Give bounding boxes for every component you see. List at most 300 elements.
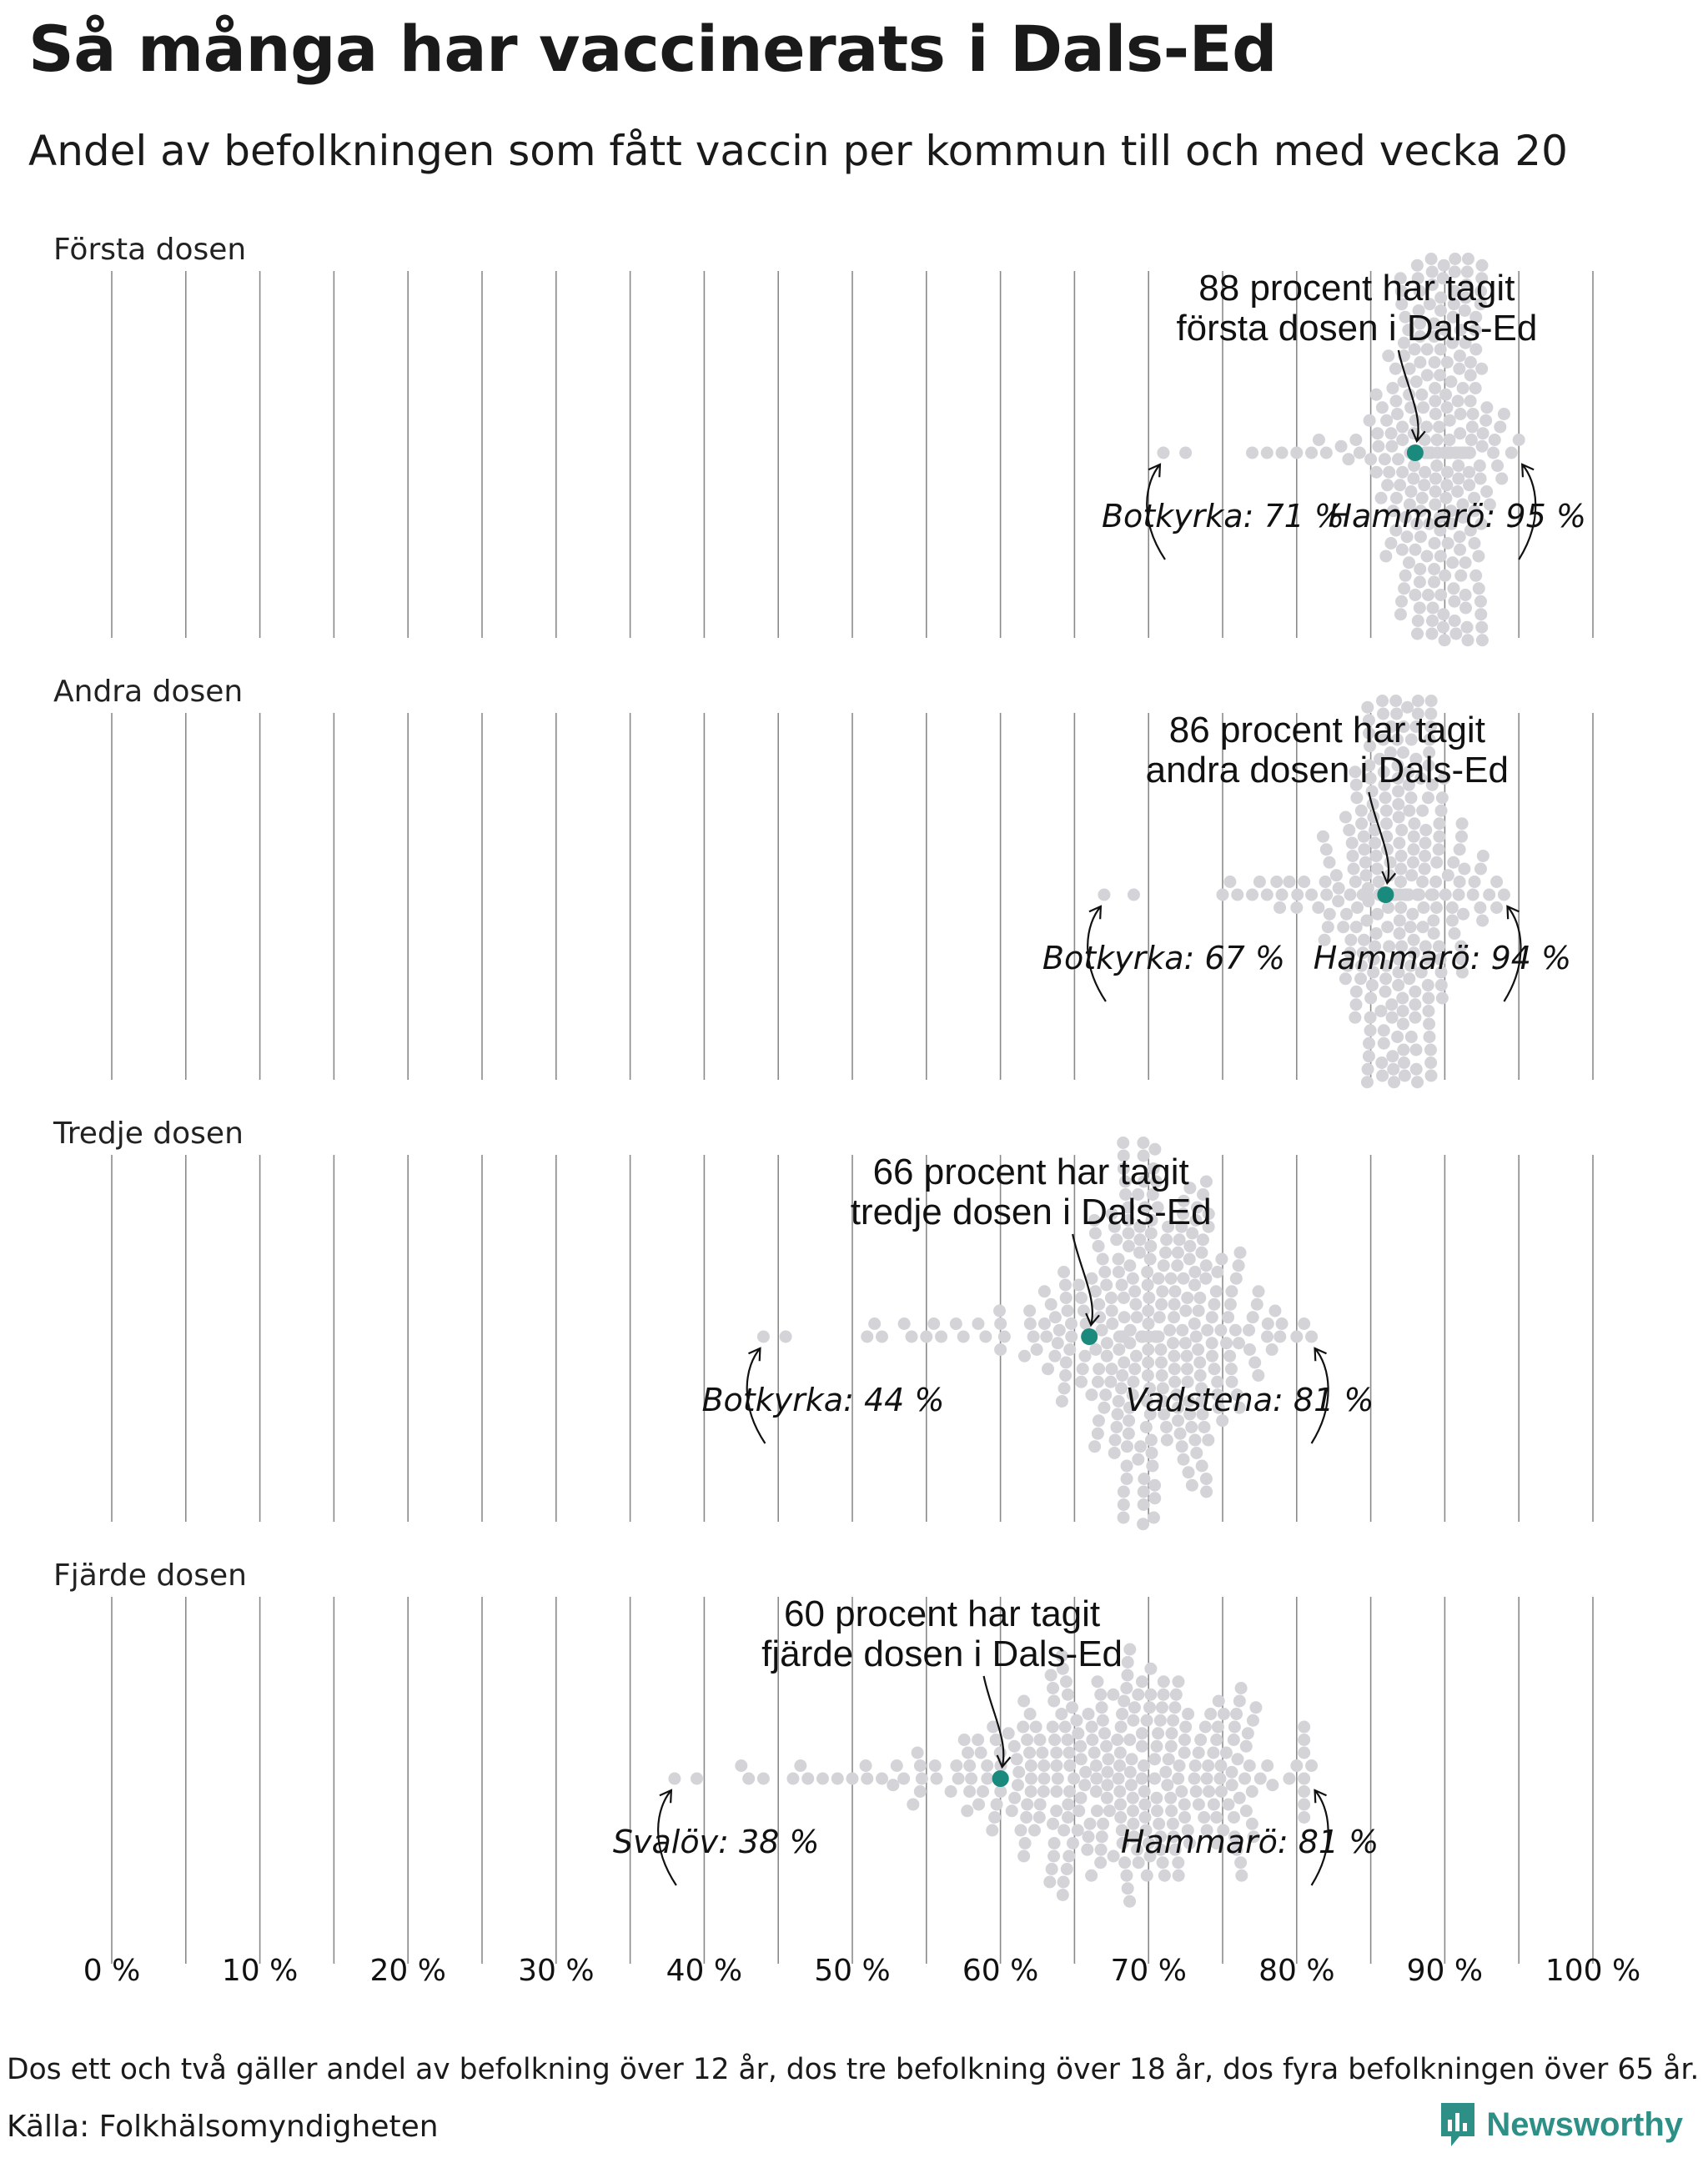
municipality-dot [1189, 1759, 1202, 1772]
municipality-dot [1049, 1311, 1062, 1323]
municipality-dot [1127, 1272, 1139, 1285]
municipality-dot [1498, 889, 1510, 901]
municipality-dot [1404, 485, 1417, 498]
municipality-dot [1379, 791, 1392, 804]
municipality-dot [1447, 856, 1459, 869]
municipality-dot [1094, 1856, 1107, 1869]
municipality-dot [963, 1759, 976, 1772]
municipality-dot [1201, 1773, 1213, 1785]
municipality-dot [1465, 434, 1478, 446]
highlight-dot-dals-ed[interactable] [1081, 1328, 1098, 1345]
municipality-dot [1435, 979, 1448, 991]
municipality-dot [1142, 1279, 1154, 1292]
municipality-dot [1437, 608, 1449, 620]
municipality-dot [912, 1747, 924, 1759]
municipality-dot [1100, 1740, 1113, 1753]
municipality-dot [1097, 1253, 1109, 1266]
municipality-dot [1298, 1317, 1310, 1330]
municipality-dot [1270, 876, 1283, 888]
municipality-dot [1116, 1279, 1128, 1292]
municipality-dot [1434, 369, 1446, 382]
municipality-dot [1037, 1785, 1050, 1798]
municipality-dot [1348, 863, 1360, 876]
municipality-dot [1313, 434, 1325, 446]
municipality-dot [1172, 1773, 1184, 1785]
municipality-dot [1435, 805, 1448, 817]
municipality-dot [1389, 395, 1402, 408]
municipality-dot [1410, 375, 1423, 388]
municipality-dot [1458, 863, 1470, 876]
municipality-dot [876, 1773, 888, 1785]
municipality-dot [1429, 537, 1441, 550]
municipality-dot [1469, 570, 1482, 582]
municipality-dot [958, 1734, 971, 1746]
municipality-dot [1167, 1337, 1179, 1349]
municipality-dot [1073, 1804, 1085, 1817]
municipality-dot [986, 1824, 998, 1837]
municipality-dot [994, 1343, 1007, 1356]
municipality-dot [1050, 1747, 1062, 1759]
municipality-dot [1233, 1259, 1245, 1272]
municipality-dot [1194, 1734, 1207, 1746]
municipality-dot [1154, 1714, 1167, 1727]
municipality-dot [1126, 1753, 1138, 1765]
municipality-dot [1198, 1811, 1210, 1824]
municipality-dot [1370, 389, 1383, 401]
municipality-dot [757, 1331, 770, 1343]
municipality-dot [1395, 850, 1408, 862]
municipality-dot [1414, 576, 1426, 589]
municipality-dot [1011, 1753, 1023, 1765]
municipality-dot [1238, 1773, 1251, 1785]
max-label: Vadstena: 81 % [1125, 1382, 1374, 1418]
municipality-dot [1163, 1324, 1176, 1337]
municipality-dot [1096, 1830, 1108, 1843]
municipality-dot [1379, 986, 1392, 998]
municipality-dot [1048, 1837, 1061, 1849]
municipality-dot [1146, 1460, 1158, 1473]
municipality-dot [1433, 843, 1445, 856]
highlight-dot-dals-ed[interactable] [1377, 886, 1394, 903]
municipality-dot [1222, 1799, 1234, 1811]
municipality-dot [1376, 1070, 1389, 1082]
municipality-dot [1231, 889, 1243, 901]
municipality-dot [1414, 356, 1426, 369]
municipality-dot [1065, 1331, 1078, 1343]
municipality-dot [1206, 1337, 1218, 1349]
newsworthy-logo[interactable] [1441, 2103, 1683, 2146]
municipality-dot [1031, 1343, 1043, 1356]
municipality-dot [1409, 998, 1421, 1011]
municipality-dot [1428, 927, 1440, 940]
municipality-dot [1204, 1708, 1217, 1720]
panel-3 [53, 1117, 1593, 1530]
municipality-dot [1399, 570, 1412, 582]
municipality-dot [1092, 1428, 1104, 1440]
municipality-dot [1138, 1785, 1151, 1798]
municipality-dot [1094, 1689, 1107, 1701]
municipality-dot [1405, 1031, 1418, 1043]
municipality-dot [1059, 1279, 1072, 1292]
municipality-dot [1414, 602, 1426, 615]
municipality-dot [979, 1331, 992, 1343]
municipality-dot [1208, 1363, 1221, 1375]
municipality-dot [1415, 389, 1428, 401]
municipality-dot [1386, 1011, 1399, 1024]
municipality-dot [1422, 1005, 1434, 1017]
municipality-dot [1305, 889, 1318, 901]
municipality-dot [1210, 1285, 1223, 1297]
municipality-dot [1290, 1331, 1303, 1343]
municipality-dot [1023, 1747, 1036, 1759]
municipality-dot [1131, 1311, 1143, 1323]
municipality-dot [1273, 1331, 1286, 1343]
municipality-dot [1324, 856, 1336, 869]
municipality-dot [1474, 459, 1486, 472]
municipality-dot [1145, 1434, 1158, 1447]
municipality-dot [1132, 1689, 1144, 1701]
municipality-dot [1095, 1844, 1108, 1856]
municipality-dot [1397, 1005, 1409, 1017]
municipality-dot [1411, 1076, 1424, 1088]
municipality-dot [1165, 1727, 1178, 1739]
municipality-dot [1086, 1734, 1098, 1746]
municipality-dot [972, 1317, 984, 1330]
municipality-dot [1464, 369, 1477, 382]
municipality-dot [1155, 1298, 1168, 1311]
municipality-dot [1161, 1434, 1173, 1447]
municipality-dot [1443, 434, 1455, 446]
municipality-dot [1474, 863, 1487, 876]
municipality-dot [1055, 1708, 1068, 1720]
municipality-dot [1261, 889, 1273, 901]
municipality-dot [1212, 1721, 1224, 1734]
municipality-dot [1305, 1759, 1318, 1772]
municipality-dot [1122, 1656, 1134, 1669]
municipality-dot [1048, 1734, 1061, 1746]
municipality-dot [1183, 1240, 1196, 1252]
municipality-dot [1172, 1675, 1184, 1688]
municipality-dot [1385, 998, 1398, 1011]
municipality-dot [1091, 1804, 1103, 1817]
municipality-dot [1186, 1479, 1198, 1492]
municipality-dot [1476, 440, 1489, 453]
municipality-dot [1192, 1343, 1204, 1356]
municipality-dot [1176, 1440, 1188, 1453]
municipality-dot [1424, 1056, 1437, 1069]
municipality-dot [1170, 1689, 1183, 1701]
municipality-dot [1072, 1727, 1084, 1739]
municipality-dot [868, 1317, 881, 1330]
municipality-dot [1200, 1486, 1213, 1498]
municipality-dot [1249, 1701, 1262, 1714]
municipality-dot [1128, 1701, 1141, 1714]
municipality-dot [1206, 1350, 1218, 1363]
municipality-dot [1261, 447, 1273, 459]
municipality-dot [801, 1773, 814, 1785]
municipality-dot [1025, 1773, 1037, 1785]
municipality-dot [1008, 1792, 1021, 1804]
x-tick-label: 50 % [814, 1954, 891, 1988]
municipality-dot [1113, 1785, 1126, 1798]
municipality-dot [1420, 421, 1433, 434]
municipality-dot [930, 1773, 942, 1785]
municipality-dot [1408, 831, 1420, 843]
municipality-dot [1396, 421, 1409, 434]
municipality-dot [780, 1331, 792, 1343]
municipality-dot [1063, 1343, 1076, 1356]
municipality-dot [1480, 485, 1493, 498]
municipality-dot [1298, 1811, 1310, 1824]
municipality-dot [1412, 695, 1424, 707]
municipality-dot [1428, 563, 1440, 575]
municipality-dot [1040, 1331, 1052, 1343]
municipality-dot [1143, 1701, 1156, 1714]
municipality-dot [1437, 621, 1449, 634]
municipality-dot [1283, 1773, 1295, 1785]
municipality-dot [1394, 863, 1407, 876]
municipality-dot [1459, 556, 1472, 569]
municipality-dot [1142, 1343, 1154, 1356]
municipality-dot [1247, 1714, 1259, 1727]
municipality-dot [1193, 1747, 1205, 1759]
municipality-dot [1199, 1272, 1212, 1285]
municipality-dot [1200, 1176, 1213, 1188]
municipality-dot [1202, 1759, 1214, 1772]
municipality-dot [1074, 1740, 1087, 1753]
municipality-dot [1138, 1498, 1150, 1511]
municipality-dot [1268, 1305, 1281, 1317]
municipality-dot [1179, 447, 1192, 459]
max-label: Hammarö: 94 % [1313, 940, 1572, 976]
x-tick-label: 80 % [1258, 1954, 1335, 1988]
municipality-dot [1222, 1311, 1234, 1323]
highlight-dot-dals-ed[interactable] [992, 1770, 1009, 1787]
municipality-dot [994, 1747, 1007, 1759]
municipality-dot [1339, 811, 1352, 824]
municipality-dot [1487, 447, 1500, 459]
highlight-dot-dals-ed[interactable] [1407, 444, 1424, 461]
municipality-dot [1106, 1305, 1118, 1317]
municipality-dot [1363, 1037, 1375, 1050]
municipality-dot [668, 1773, 681, 1785]
municipality-dot [1113, 1395, 1125, 1408]
municipality-dot [1113, 1343, 1125, 1356]
municipality-dot [1429, 395, 1441, 408]
municipality-dot [1063, 1759, 1076, 1772]
municipality-dot [1198, 1421, 1210, 1433]
source-note: Källa: Folkhälsomyndigheten [7, 2110, 439, 2144]
municipality-dot [1410, 1044, 1423, 1056]
municipality-dot [1298, 1799, 1310, 1811]
municipality-dot [1254, 1773, 1267, 1785]
municipality-dot [1396, 466, 1409, 479]
municipality-dot [1409, 589, 1421, 601]
municipality-dot [1397, 1044, 1409, 1056]
municipality-dot [1469, 876, 1481, 888]
municipality-dot [1419, 434, 1431, 446]
municipality-dot [1086, 1721, 1098, 1734]
municipality-dot [1456, 817, 1469, 830]
municipality-dot [1194, 1369, 1207, 1382]
municipality-dot [1210, 1734, 1223, 1746]
panel-title: Första dosen [53, 233, 247, 267]
municipality-dot [1346, 837, 1359, 850]
municipality-dot [1223, 1350, 1236, 1363]
municipality-dot [1394, 915, 1406, 927]
municipality-dot [1113, 1331, 1126, 1343]
municipality-dot [1392, 979, 1404, 991]
municipality-dot [1290, 901, 1303, 914]
municipality-dot [1440, 479, 1453, 491]
municipality-dot [1193, 1357, 1206, 1369]
municipality-dot [1141, 1869, 1153, 1882]
municipality-dot [929, 1759, 942, 1772]
municipality-dot [1366, 979, 1379, 991]
municipality-dot [1142, 1369, 1154, 1382]
municipality-dot [1472, 550, 1484, 563]
municipality-dot [1150, 1792, 1163, 1804]
municipality-dot [1433, 817, 1445, 830]
municipality-dot [1098, 889, 1110, 901]
municipality-dot [1230, 1708, 1243, 1720]
municipality-dot [1213, 1773, 1226, 1785]
municipality-dot [1349, 876, 1362, 888]
max-label: Hammarö: 81 % [1120, 1824, 1379, 1860]
municipality-dot [1433, 421, 1445, 434]
municipality-dot [1118, 1512, 1130, 1524]
municipality-dot [1083, 1818, 1096, 1830]
municipality-dot [1385, 427, 1398, 439]
municipality-dot [1033, 1734, 1046, 1746]
municipality-dot [1394, 927, 1406, 940]
municipality-dot [1096, 1701, 1108, 1714]
municipality-dot [1150, 1740, 1163, 1753]
municipality-dot [1128, 1363, 1141, 1375]
municipality-dot [1171, 1259, 1183, 1272]
municipality-dot [1393, 837, 1405, 850]
municipality-dot [1350, 921, 1363, 933]
municipality-dot [1383, 466, 1395, 479]
municipality-dot [1116, 1369, 1128, 1382]
municipality-dot [1358, 831, 1370, 843]
municipality-dot [1173, 1233, 1186, 1246]
municipality-dot [1098, 1266, 1111, 1278]
municipality-dot [1384, 856, 1397, 869]
municipality-dot [1452, 473, 1464, 485]
municipality-dot [1042, 1363, 1054, 1375]
municipality-dot [1246, 889, 1258, 901]
municipality-dot [1449, 628, 1462, 640]
municipality-dot [1148, 1479, 1161, 1492]
municipality-dot [1444, 375, 1457, 388]
municipality-dot [1422, 791, 1434, 804]
municipality-dot [1474, 595, 1487, 608]
municipality-dot [1454, 544, 1466, 556]
municipality-dot [1143, 1292, 1155, 1304]
municipality-dot [1253, 1285, 1265, 1297]
municipality-dot [1448, 595, 1460, 608]
municipality-dot [1405, 869, 1418, 881]
municipality-dot [1188, 1279, 1201, 1292]
municipality-dot [1439, 389, 1452, 401]
municipality-dot [1489, 434, 1501, 446]
municipality-dot [1417, 401, 1429, 414]
municipality-dot [1114, 1799, 1127, 1811]
municipality-dot [1408, 843, 1420, 856]
municipality-dot [1364, 453, 1377, 465]
municipality-dot [1454, 349, 1466, 362]
municipality-dot [1017, 1850, 1030, 1863]
municipality-dot [1349, 1011, 1361, 1024]
municipality-dot [1382, 349, 1394, 362]
municipality-dot [1354, 447, 1366, 459]
municipality-dot [1181, 1350, 1193, 1363]
municipality-dot [1085, 1388, 1098, 1401]
municipality-dot [1057, 1266, 1070, 1278]
municipality-dot [1117, 1137, 1129, 1149]
municipality-dot [1021, 1799, 1033, 1811]
municipality-dot [1078, 1779, 1091, 1791]
municipality-dot [1050, 1759, 1062, 1772]
municipality-dot [1168, 1350, 1180, 1363]
municipality-dot [1350, 986, 1363, 998]
municipality-dot [1240, 1740, 1253, 1753]
municipality-dot [876, 1331, 888, 1343]
municipality-dot [1142, 1317, 1154, 1330]
municipality-dot [981, 1759, 993, 1772]
municipality-dot [1093, 1363, 1105, 1375]
municipality-dot [1459, 602, 1472, 615]
municipality-dot [1061, 1734, 1073, 1746]
municipality-dot [1240, 1804, 1253, 1817]
municipality-dot [1490, 876, 1503, 888]
municipality-dot [1079, 1350, 1092, 1363]
municipality-dot [1474, 608, 1487, 620]
municipality-dot [1475, 621, 1488, 634]
municipality-dot [1439, 889, 1452, 901]
municipality-dot [1114, 1747, 1127, 1759]
municipality-dot [1025, 1785, 1037, 1798]
municipality-dot [1121, 1460, 1133, 1473]
municipality-dot [1124, 1766, 1137, 1779]
municipality-dot [1088, 1440, 1101, 1453]
municipality-dot [1453, 363, 1465, 375]
municipality-dot [1454, 876, 1466, 888]
municipality-dot [1133, 1247, 1146, 1259]
municipality-dot [1037, 1773, 1050, 1785]
municipality-dot [1364, 1024, 1377, 1036]
min-label: Botkyrka: 67 % [1042, 940, 1285, 976]
municipality-dot [952, 1773, 965, 1785]
municipality-dot [1398, 1056, 1410, 1069]
municipality-dot [1047, 1695, 1060, 1708]
x-tick-label: 30 % [518, 1954, 595, 1988]
municipality-dot [1243, 1324, 1255, 1337]
municipality-dot [1128, 889, 1140, 901]
municipality-dot [1224, 1298, 1237, 1311]
municipality-dot [1127, 1804, 1139, 1817]
municipality-dot [972, 1734, 984, 1746]
municipality-dot [1017, 1721, 1029, 1734]
municipality-dot [1513, 434, 1525, 446]
municipality-dot [1101, 1779, 1113, 1791]
municipality-dot [1370, 850, 1383, 862]
municipality-dot [1168, 1701, 1181, 1714]
municipality-dot [1098, 1402, 1110, 1414]
municipality-dot [1125, 1779, 1138, 1791]
municipality-dot [1429, 382, 1441, 394]
